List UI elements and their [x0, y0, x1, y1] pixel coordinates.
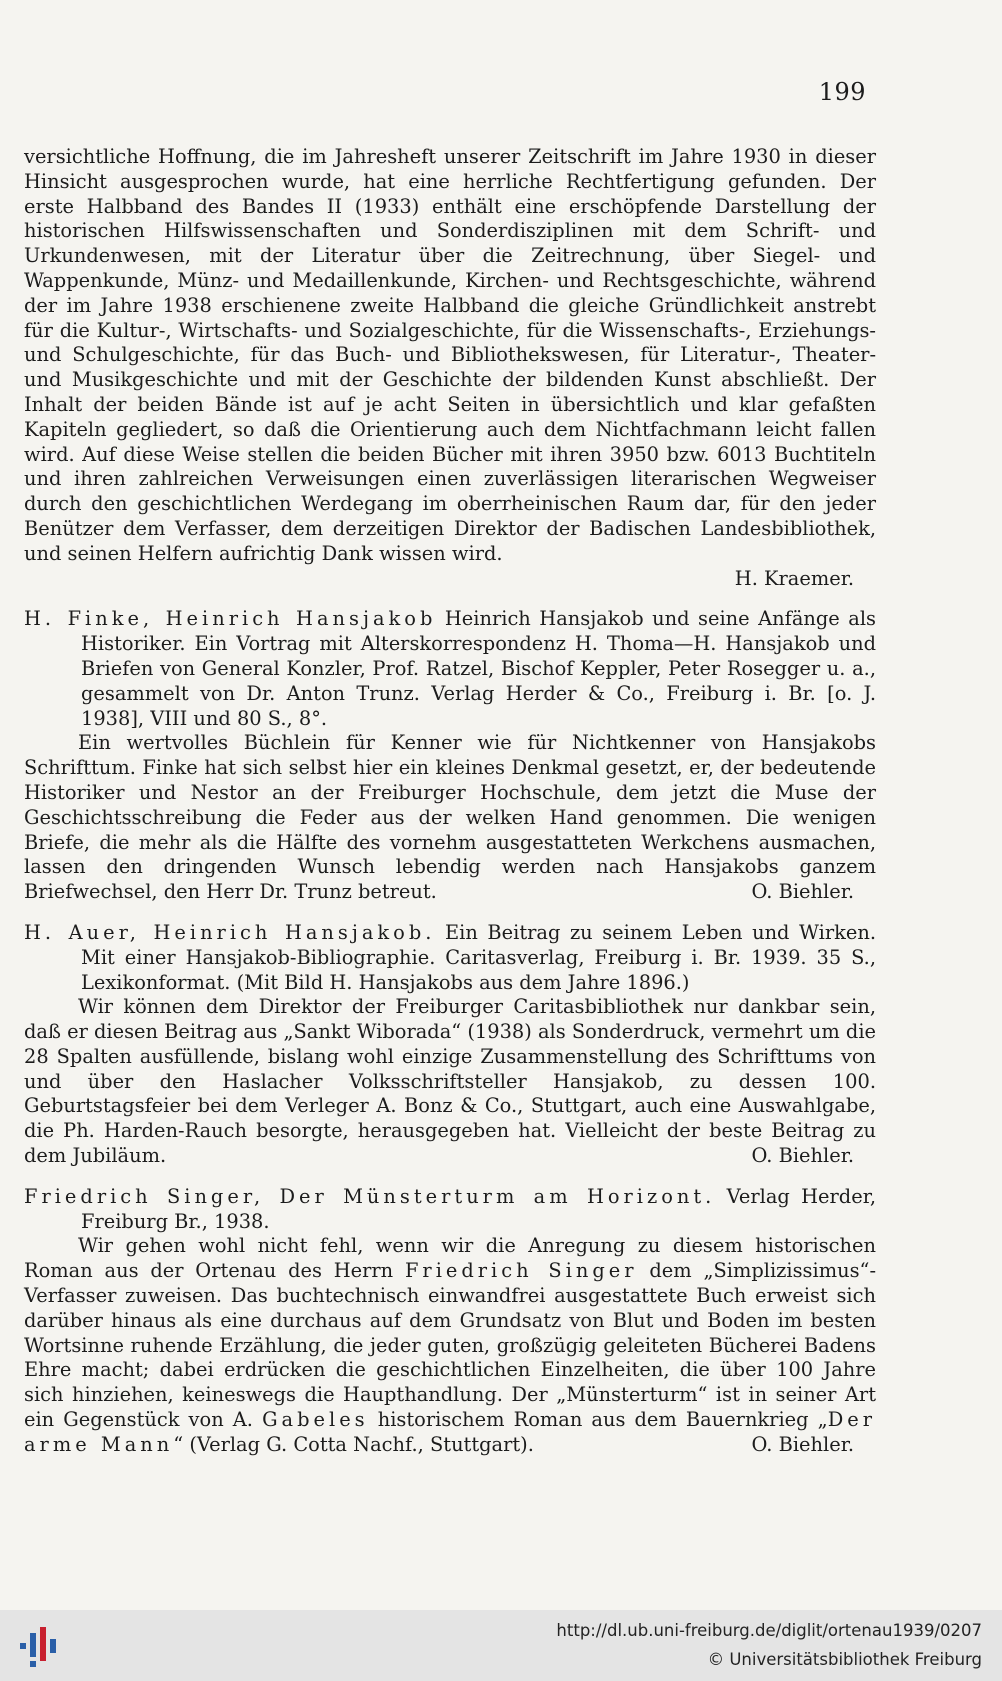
university-logo-icon: [18, 1623, 62, 1671]
review-text: [24, 1234, 876, 1457]
bibliographic-heading: [24, 607, 876, 731]
name-spaced: Gabeles: [262, 1408, 369, 1432]
author-title-spaced: H. Auer, Heinrich Hansjakob.: [24, 920, 436, 944]
review-signature: O. Biehler.: [751, 880, 854, 904]
title-spaced: Der arme Mann: [24, 1408, 876, 1456]
review-signature: O. Biehler.: [751, 1144, 854, 1168]
review-entry-4: [24, 1185, 876, 1458]
bibliographic-heading: [24, 1185, 876, 1235]
page-number: 199: [818, 78, 866, 106]
review-entry-1: [24, 145, 876, 591]
text-run: historischem Roman aus dem Bauernkrieg „: [368, 1408, 828, 1432]
bibliographic-details: Ein Beitrag zu seinem Leben und Wirken. Mit einer Hansjakob-Bibliographie. Caritasverlag, Freiburg i. Br. 1939. 35 S., Lexikonformat. (Mit Bild H. Hansjakobs aus dem Jahre 1896.): [81, 920, 876, 994]
review-entry-2: [24, 607, 876, 905]
author-title-spaced: H. Finke, Heinrich Hansjakob: [24, 607, 437, 631]
review-signature: H. Kraemer.: [734, 566, 854, 590]
viewer-footer: [0, 1610, 1002, 1681]
copyright-notice: © Universitätsbibliothek Freiburg: [707, 1650, 982, 1669]
review-signature: O. Biehler.: [751, 1432, 854, 1456]
name-spaced: Friedrich Singer: [404, 1259, 638, 1283]
bibliographic-details: Verlag Herder, Freiburg Br., 1938.: [81, 1184, 876, 1233]
review-entry-3: [24, 921, 876, 1169]
review-text: Wir können dem Direktor der Freiburger Caritasbibliothek nur dankbar sein, daß er diesen Beitrag aus „Sankt Wiborada“ (1938) als Sonderdruck, vermehrt um die 28 Spalten ausfüllende, bislang wohl einzige Zusammenstellung des Schrifttums von und über den Haslacher Volksschriftsteller Hansjakob, zu dessen 100. Geburtstagsfeier bei dem Verleger A. Bonz & Co., Stuttgart, auch eine Auswahlgabe, die Ph. Harden-Rauch besorgte, herausgegeben hat. Vielleicht der beste Beitrag zu dem Jubiläum.: [24, 995, 876, 1168]
text-run: dem „Simplizissimus“-Verfasser zuweisen. Das buchtechnisch einwandfrei ausgestattete Buch erweist sich darüber hinaus als eine durchaus auf dem Grundsatz von Blut und Boden im besten Wortsinne ruhende Erzählung, die jeder guten, großzügig geleiteten Bücherei Badens Ehre macht; dabei erdrücken die geschichtlichen Einzelheiten, die über 100 Jahre sich hinziehen, keineswegs die Haupthandlung. Der „Münsterturm“ ist in seiner Art ein Gegenstück von A.: [24, 1259, 876, 1432]
review-text: versichtliche Hoffnung, die im Jahresheft unserer Zeitschrift im Jahre 1930 in dieser Hinsicht ausgesprochen wurde, hat eine herrliche Rechtfertigung gefunden. Der erste Halbband des Bandes II (1933) enthält eine erschöpfende Darstellung der historischen Hilfswissenschaften und Sonderdisziplinen mit dem Schrift- und Urkundenwesen, mit der Literatur über die Zeitrechnung, über Siegel- und Wappenkunde, Münz- und Medaillenkunde, Kirchen- und Rechtsgeschichte, während der im Jahre 1938 erschienene zweite Halbband die gleiche Gründlichkeit anstrebt für die Kultur-, Wirtschafts- und Sozialgeschichte, für die Wissenschafts-, Erziehungs- und Schulgeschichte, für das Buch- und Bibliothekswesen, für Literatur-, Theater- und Musikgeschichte und mit der Geschichte der bildenden Kunst abschließt. Der Inhalt der beiden Bände ist auf je acht Seiten in übersichtlich und klar gefaßten Kapiteln gegliedert, so daß die Orientierung auch dem Nichtfachmann leicht fallen wird. Auf diese Weise stellen die beiden Bücher mit ihren 3950 bzw. 6013 Buchtiteln und ihren zahlreichen Verweisungen einen zuverlässigen literarischen Wegweiser durch den geschichtlichen Werdegang im oberrheinischen Raum dar, für den jeder Benützer dem Verfasser, dem derzeitigen Direktor der Badischen Landesbibliothek, und seinen Helfern aufrichtig Dank wissen wird.: [24, 145, 876, 565]
bibliographic-heading: [24, 921, 876, 995]
text-run: Wir gehen wohl nicht fehl, wenn wir die Anregung zu diesem historischen Roman aus der Ortenau des Herrn: [24, 1234, 876, 1283]
page-body: [24, 145, 876, 1458]
review-text: Ein wertvolles Büchlein für Kenner wie für Nichtkenner von Hansjakobs Schrifttum. Finke hat sich selbst hier ein kleines Denkmal gesetzt, er, der bedeutende Historiker und Nestor an der Freiburger Hochschule, dem jetzt die Muse der Geschichtsschreibung die Feder aus der welken Hand genommen. Die wenigen Briefe, die mehr als die Hälfte des vornehm ausgestatteten Werkchens ausmachen, lassen den dringenden Wunsch lebendig werden nach Hansjakobs ganzem Briefwechsel, den Herr Dr. Trunz betreut.: [24, 731, 876, 904]
author-title-spaced: Friedrich Singer, Der Münsterturm am Horizont.: [24, 1184, 716, 1208]
text-run: “ (Verlag G. Cotta Nachf., Stuttgart).: [173, 1432, 534, 1456]
bibliographic-details: Heinrich Hansjakob und seine Anfänge als Historiker. Ein Vortrag mit Alterskorrespondenz H. Thoma—H. Hansjakob und Briefen von General Konzler, Prof. Ratzel, Bischof Keppler, Peter Rosegger u. a., gesammelt von Dr. Anton Trunz. Verlag Herder & Co., Freiburg i. Br. [o. J. 1938], VIII und 80 S., 8°.: [81, 607, 876, 730]
permalink-url[interactable]: http://dl.ub.uni-freiburg.de/diglit/ortenau1939/0207: [556, 1621, 982, 1640]
